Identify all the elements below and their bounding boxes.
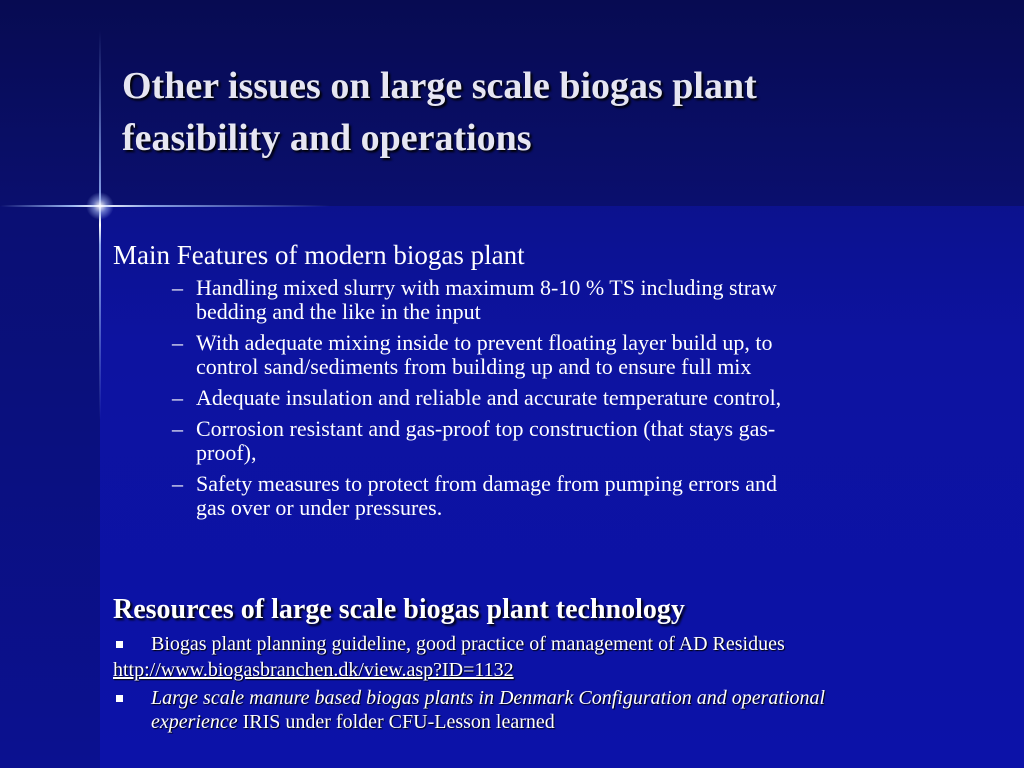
resource-item-2-italic-line-2: experience: [151, 711, 238, 733]
feature-item-2-line-1: With adequate mixing inside to prevent floating layer build up, to: [196, 330, 773, 355]
feature-item-2-line-2: control sand/sediments from building up and to ensure full mix: [196, 354, 752, 379]
dash-bullet-icon: –: [172, 471, 183, 496]
main-features-list: [113, 276, 993, 520]
resource-item-2-tail: IRIS under folder CFU-Lesson learned: [237, 711, 555, 733]
feature-item-5-line-2: gas over or under pressures.: [196, 495, 443, 520]
resource-item-2: [113, 686, 993, 734]
feature-item-4-line-2: proof),: [196, 440, 257, 465]
resource-item-1: [113, 632, 993, 656]
main-features-heading: Main Features of modern biogas plant: [113, 240, 525, 270]
dash-bullet-icon: –: [172, 275, 183, 300]
feature-item-4-line-1: Corrosion resistant and gas-proof top construction (that stays gas-: [196, 416, 776, 441]
feature-item-1: [172, 275, 993, 324]
feature-item-1-line-1: Handling mixed slurry with maximum 8-10 % TS including straw: [196, 275, 777, 300]
feature-item-4: [172, 416, 993, 465]
square-bullet-icon: [116, 695, 123, 702]
slide-title-line-1: Other issues on large scale biogas plant: [122, 65, 757, 107]
slide-title-line-2: feasibility and operations: [122, 117, 532, 159]
main-features-section: [113, 236, 993, 527]
resource-item-2-row: [113, 686, 993, 734]
resource-item-1-text: Biogas plant planning guideline, good practice of management of AD Residues: [151, 633, 785, 655]
dash-bullet-icon: –: [172, 385, 183, 410]
dash-bullet-icon: –: [172, 416, 183, 441]
light-flare-glow: [86, 192, 114, 220]
dash-bullet-icon: –: [172, 330, 183, 355]
feature-item-3: [172, 385, 993, 410]
resource-item-2-italic-line-1: Large scale manure based biogas plants in Denmark Configuration and operational: [151, 687, 826, 709]
slide-title: [122, 60, 1002, 164]
light-flare-horizontal: [0, 205, 330, 207]
light-flare-vertical: [99, 30, 101, 420]
feature-item-5: [172, 471, 993, 520]
square-bullet-icon: [116, 641, 123, 648]
resource-link-row: [113, 658, 993, 682]
feature-item-3-line-1: Adequate insulation and reliable and accurate temperature control,: [196, 385, 782, 410]
resource-item-1-row: [113, 632, 993, 656]
feature-item-5-line-1: Safety measures to protect from damage from pumping errors and: [196, 471, 777, 496]
feature-item-2: [172, 330, 993, 379]
left-band: [0, 206, 100, 768]
resources-heading: Resources of large scale biogas plant technology: [113, 594, 685, 625]
resource-link[interactable]: http://www.biogasbranchen.dk/view.asp?ID=1132: [113, 659, 514, 681]
feature-item-1-line-2: bedding and the like in the input: [196, 299, 481, 324]
